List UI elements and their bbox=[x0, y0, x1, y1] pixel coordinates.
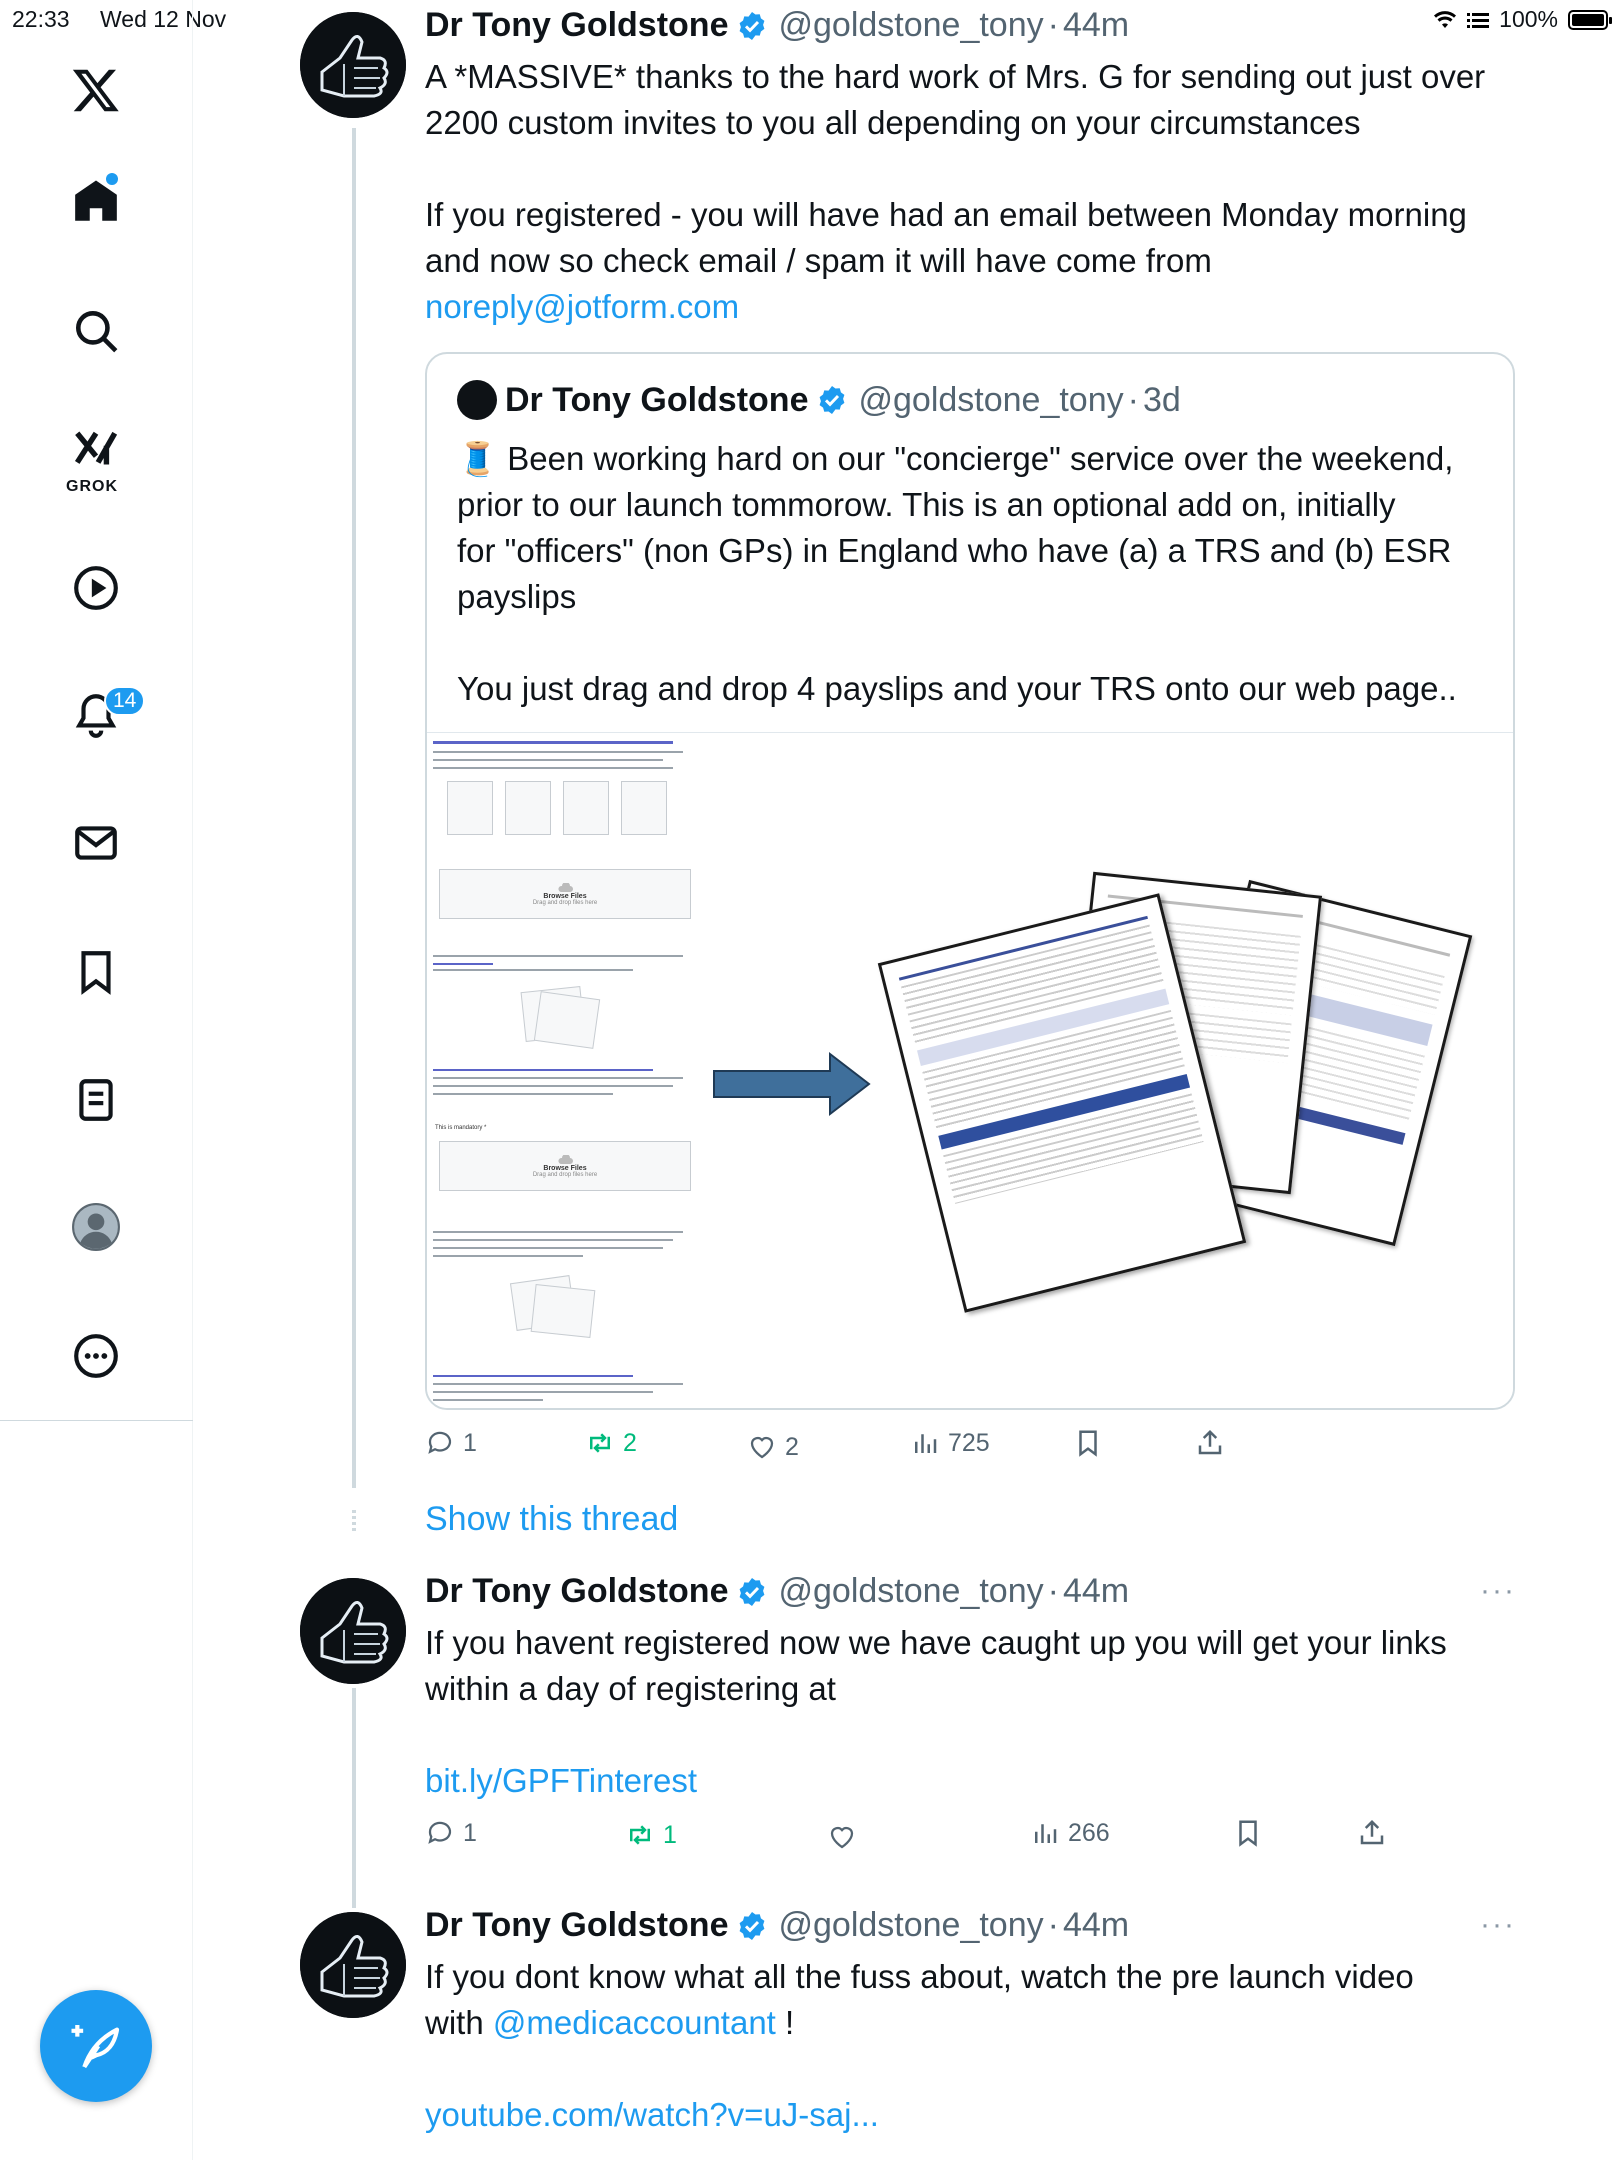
tweet-text-line: If you registered - you will have had an email between Monday morning bbox=[425, 196, 1467, 233]
separator-dot: · bbox=[1127, 380, 1139, 419]
tweet-body bbox=[425, 1620, 1525, 1804]
cloud-upload-icon bbox=[557, 1155, 573, 1165]
cloud-upload-icon bbox=[557, 883, 573, 893]
tweet-body bbox=[425, 1954, 1525, 2138]
quoted-tweet-body bbox=[457, 436, 1497, 712]
verified-badge-icon bbox=[736, 1910, 768, 1942]
bookmark-icon bbox=[1073, 1428, 1103, 1458]
sidebar-item-search[interactable] bbox=[56, 291, 136, 371]
views-button[interactable] bbox=[910, 1428, 990, 1458]
grok-icon bbox=[71, 427, 121, 477]
reply-button[interactable] bbox=[425, 1818, 477, 1848]
notification-count-badge: 14 bbox=[104, 686, 145, 716]
tweet-actions bbox=[425, 1818, 1525, 1858]
tweet-header bbox=[425, 6, 1129, 45]
avatar[interactable] bbox=[300, 12, 406, 118]
reply-icon bbox=[425, 1428, 455, 1458]
quoted-text-line: prior to our launch tommorow. This is an optional add on, initially bbox=[457, 486, 1396, 523]
more-options-button[interactable]: ··· bbox=[1480, 1908, 1516, 1941]
quoted-tweet-image[interactable] bbox=[427, 732, 1515, 1410]
avatar[interactable] bbox=[300, 1578, 406, 1684]
sidebar-divider bbox=[0, 1420, 193, 1421]
tweet-text-line: within a day of registering at bbox=[425, 1670, 836, 1707]
tweet-blank-line bbox=[425, 2046, 1525, 2092]
reply-button[interactable] bbox=[425, 1428, 477, 1458]
author-handle[interactable]: @goldstone_tony bbox=[778, 1906, 1044, 1944]
thread-spool-emoji: 🧵 bbox=[457, 440, 499, 477]
sidebar-item-home[interactable] bbox=[56, 162, 136, 242]
text-fragment: with bbox=[425, 2004, 493, 2041]
separator-dot: · bbox=[1047, 6, 1059, 44]
tweet-text-line: 2200 custom invites to you all depending on your circumstances bbox=[425, 104, 1361, 141]
drag-drop-label: Drag and drop files here bbox=[532, 899, 598, 906]
battery-icon bbox=[1568, 10, 1608, 30]
view-count: 266 bbox=[1068, 1818, 1110, 1847]
profile-icon bbox=[71, 1202, 121, 1252]
more-options-button[interactable]: ··· bbox=[1480, 1574, 1516, 1607]
quoted-author-handle: @goldstone_tony bbox=[858, 380, 1124, 419]
youtube-link[interactable]: youtube.com/watch?v=uJ-saj... bbox=[425, 2096, 879, 2133]
avatar[interactable] bbox=[300, 1912, 406, 2018]
grok-label: GROK bbox=[66, 478, 118, 495]
thread-gap-line bbox=[352, 1510, 356, 1532]
tweet-text-line: and now so check email / spam it will have come from bbox=[425, 242, 1212, 279]
tweet-text-line: If you havent registered now we have caught up you will get your links bbox=[425, 1624, 1447, 1661]
upload-form-thumbnail bbox=[433, 739, 693, 1409]
status-indicators bbox=[1433, 6, 1608, 33]
quoted-blank-line bbox=[457, 620, 1497, 666]
sidebar-item-messages[interactable] bbox=[56, 803, 136, 883]
tweet-actions bbox=[425, 1428, 1525, 1468]
text-fragment: ! bbox=[775, 2004, 795, 2041]
views-chart-icon bbox=[910, 1428, 940, 1458]
separator-dot: · bbox=[1047, 1906, 1059, 1944]
tweet-text-line bbox=[425, 2000, 1525, 2046]
quoted-tweet-header bbox=[457, 380, 1181, 420]
mandatory-label: This is mandatory * bbox=[435, 1125, 487, 1131]
home-notification-dot bbox=[106, 173, 118, 185]
browse-files-label: Browse Files bbox=[543, 1164, 587, 1172]
repost-count: 1 bbox=[663, 1820, 677, 1849]
sidebar bbox=[0, 0, 193, 2160]
x-logo-icon[interactable] bbox=[56, 50, 136, 130]
tweet-timestamp[interactable]: 44m bbox=[1062, 1572, 1130, 1610]
repost-icon bbox=[585, 1428, 615, 1458]
tweet-text-line: If you dont know what all the fuss about, watch the pre launch video bbox=[425, 1958, 1414, 1995]
email-link[interactable]: noreply@jotform.com bbox=[425, 288, 740, 325]
tweet-blank-line bbox=[425, 146, 1525, 192]
bookmark-icon bbox=[1233, 1818, 1263, 1848]
tweet-blank-line bbox=[425, 1712, 1525, 1758]
sidebar-item-lists[interactable] bbox=[56, 1060, 136, 1140]
author-name[interactable]: Dr Tony Goldstone bbox=[425, 6, 729, 44]
sidebar-item-more[interactable] bbox=[56, 1316, 136, 1396]
mention-link[interactable]: @medicaccountant bbox=[492, 2004, 776, 2041]
compose-post-button[interactable] bbox=[40, 1990, 152, 2102]
bookmarks-icon bbox=[71, 947, 121, 997]
reply-count: 1 bbox=[463, 1818, 477, 1847]
verified-badge-icon bbox=[736, 1576, 768, 1608]
tweet-timestamp[interactable]: 44m bbox=[1062, 1906, 1130, 1944]
battery-percent: 100% bbox=[1499, 6, 1558, 32]
author-name[interactable]: Dr Tony Goldstone bbox=[425, 1906, 729, 1944]
thumbs-up-skeleton-icon bbox=[300, 1912, 406, 2018]
tweet-text-line: A *MASSIVE* thanks to the hard work of Mrs. G for sending out just over bbox=[425, 58, 1486, 95]
like-count: 2 bbox=[785, 1432, 799, 1461]
tweet-body bbox=[425, 54, 1525, 330]
repost-button[interactable] bbox=[625, 1820, 677, 1850]
thread-connector-line bbox=[352, 128, 356, 1488]
quoted-text-line: for "officers" (non GPs) in England who have (a) a TRS and (b) ESR bbox=[457, 532, 1452, 569]
status-date: Wed 12 Nov bbox=[100, 6, 227, 32]
bookmark-button[interactable] bbox=[1073, 1428, 1103, 1458]
bookmark-button[interactable] bbox=[1233, 1818, 1263, 1848]
video-icon bbox=[71, 563, 121, 613]
heart-icon bbox=[747, 1432, 777, 1462]
view-count: 725 bbox=[948, 1428, 990, 1457]
browse-files-label: Browse Files bbox=[543, 892, 587, 900]
views-chart-icon bbox=[1030, 1818, 1060, 1848]
repost-count: 2 bbox=[623, 1428, 637, 1457]
share-button[interactable] bbox=[1357, 1818, 1387, 1848]
tweet-timestamp[interactable]: 44m bbox=[1062, 6, 1130, 44]
verified-badge-icon bbox=[736, 10, 768, 42]
share-button[interactable] bbox=[1195, 1428, 1225, 1458]
messages-icon bbox=[71, 818, 121, 868]
author-handle[interactable]: @goldstone_tony bbox=[778, 1572, 1044, 1610]
verified-badge-icon bbox=[816, 384, 848, 416]
more-icon bbox=[71, 1331, 121, 1381]
right-arrow-icon bbox=[712, 1051, 872, 1117]
views-button[interactable] bbox=[1030, 1818, 1110, 1848]
drag-drop-label: Drag and drop files here bbox=[532, 1171, 598, 1178]
list-indicator-icon bbox=[1467, 11, 1489, 29]
statement-documents-illustration bbox=[907, 863, 1507, 1403]
sidebar-item-profile[interactable] bbox=[56, 1187, 136, 1267]
heart-icon bbox=[827, 1822, 857, 1852]
wifi-icon bbox=[1433, 10, 1457, 30]
thread-connector-line bbox=[352, 1688, 356, 1908]
tweet-header bbox=[425, 1572, 1129, 1611]
author-handle[interactable]: @goldstone_tony bbox=[778, 6, 1044, 44]
show-thread-link[interactable]: Show this thread bbox=[425, 1500, 679, 1538]
like-button[interactable] bbox=[827, 1822, 865, 1852]
compose-feather-icon bbox=[68, 2018, 124, 2074]
quoted-text-line: payslips bbox=[457, 578, 577, 615]
quoted-avatar bbox=[457, 380, 497, 420]
thumbs-up-skeleton-icon bbox=[300, 1578, 406, 1684]
share-icon bbox=[1195, 1428, 1225, 1458]
repost-icon bbox=[625, 1820, 655, 1850]
sidebar-item-video[interactable] bbox=[56, 548, 136, 628]
quoted-tweet-card[interactable] bbox=[425, 352, 1515, 1410]
author-name[interactable]: Dr Tony Goldstone bbox=[425, 1572, 729, 1610]
status-time: 22:33 bbox=[12, 6, 70, 32]
share-icon bbox=[1357, 1818, 1387, 1848]
registration-link[interactable]: bit.ly/GPFTinterest bbox=[425, 1762, 698, 1799]
quoted-text-line: Been working hard on our "concierge" service over the weekend, bbox=[498, 440, 1454, 477]
reply-icon bbox=[425, 1818, 455, 1848]
separator-dot: · bbox=[1047, 1572, 1059, 1610]
quoted-text-line: You just drag and drop 4 payslips and your TRS onto our web page.. bbox=[457, 670, 1457, 707]
quoted-timestamp: 3d bbox=[1142, 380, 1181, 419]
reply-count: 1 bbox=[463, 1428, 477, 1457]
repost-button[interactable] bbox=[585, 1428, 637, 1458]
sidebar-item-bookmarks[interactable] bbox=[56, 932, 136, 1012]
quoted-author-name: Dr Tony Goldstone bbox=[505, 380, 809, 419]
tweet-header bbox=[425, 1906, 1129, 1945]
lists-icon bbox=[71, 1075, 121, 1125]
search-icon bbox=[71, 306, 121, 356]
thumbs-up-skeleton-icon bbox=[300, 12, 406, 118]
like-button[interactable] bbox=[747, 1432, 799, 1462]
